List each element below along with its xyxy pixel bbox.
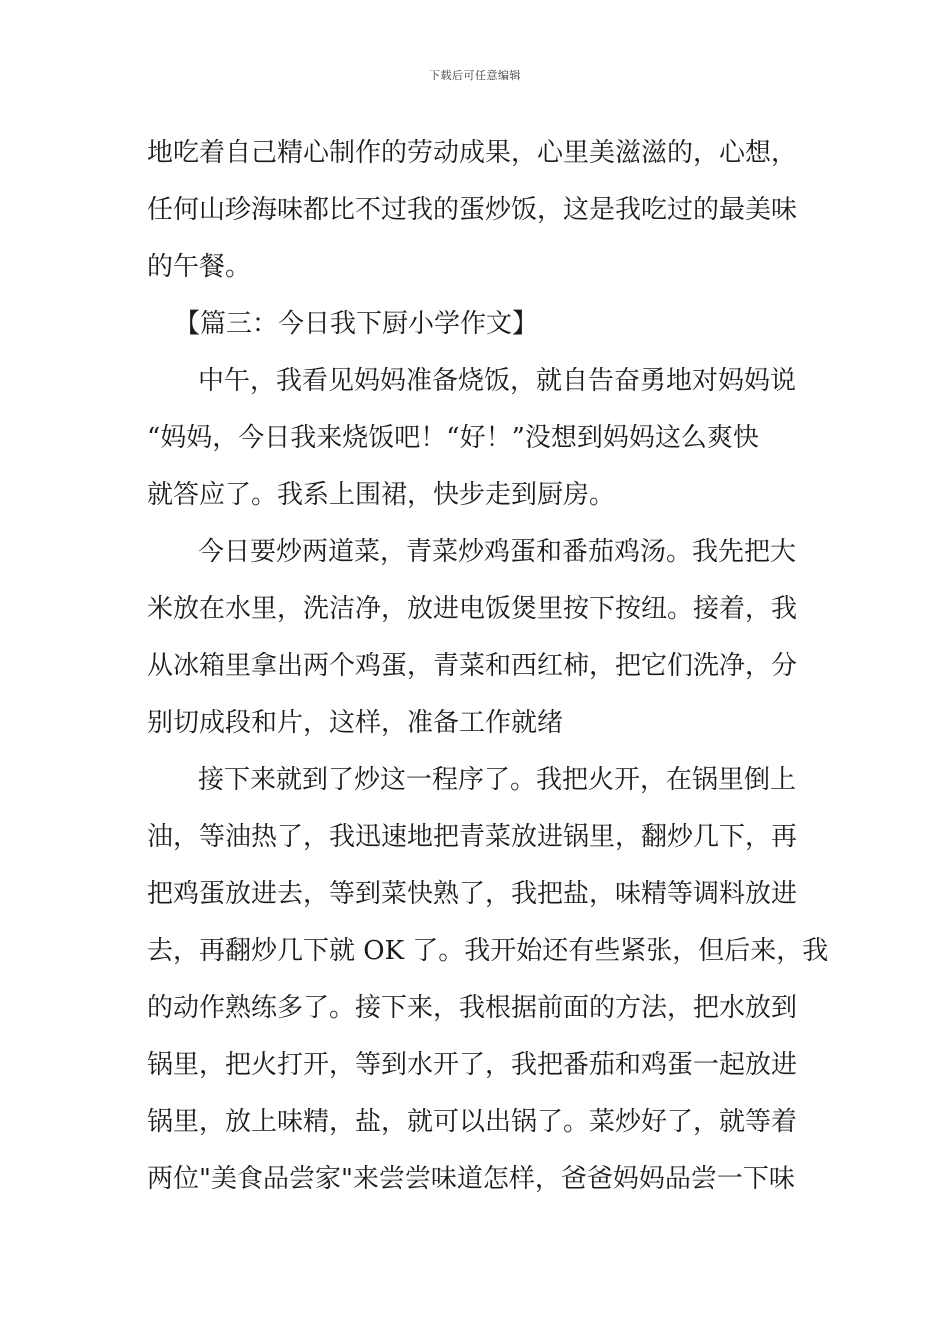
text-line: 从冰箱里拿出两个鸡蛋，青菜和西红柿，把它们洗净，分 bbox=[147, 651, 798, 681]
text-line: 任何山珍海味都比不过我的蛋炒饭，这是我吃过的最美味 bbox=[147, 195, 798, 225]
text-line: 去，再翻炒几下就 OK 了。我开始还有些紧张，但后来，我 bbox=[147, 936, 829, 966]
text-line: 米放在水里，洗洁净，放进电饭煲里按下按纽。接着，我 bbox=[147, 594, 798, 624]
text-line: 接下来就到了炒这一程序了。我把火开，在锅里倒上 bbox=[198, 765, 797, 795]
text-line: 油，等油热了，我迅速地把青菜放进锅里，翻炒几下，再 bbox=[147, 822, 798, 852]
section-heading: 【篇三：今日我下厨小学作文】 bbox=[174, 309, 539, 339]
page-header: 下载后可任意编辑 bbox=[429, 69, 521, 82]
text-line: 锅里，放上味精，盐，就可以出锅了。菜炒好了，就等着 bbox=[147, 1107, 798, 1137]
text-line: 地吃着自己精心制作的劳动成果，心里美滋滋的，心想， bbox=[147, 138, 798, 168]
text-line: 别切成段和片，这样，准备工作就绪 bbox=[147, 708, 564, 738]
text-line: “妈妈，今日我来烧饭吧！“好！”没想到妈妈这么爽快 bbox=[147, 423, 759, 453]
text-line: 锅里，把火打开，等到水开了，我把番茄和鸡蛋一起放进 bbox=[147, 1050, 798, 1080]
text-line: 把鸡蛋放进去，等到菜快熟了，我把盐，味精等调料放进 bbox=[147, 879, 798, 909]
text-line: 今日要炒两道菜，青菜炒鸡蛋和番茄鸡汤。我先把大 bbox=[198, 537, 797, 567]
text-line: 就答应了。我系上围裙，快步走到厨房。 bbox=[147, 480, 616, 510]
text-line: 的午餐。 bbox=[147, 252, 252, 282]
text-line: 的动作熟练多了。接下来，我根据前面的方法，把水放到 bbox=[147, 993, 798, 1023]
text-line: 两位"美食品尝家"来尝尝味道怎样，爸爸妈妈品尝一下味 bbox=[147, 1164, 795, 1194]
text-line: 中午，我看见妈妈准备烧饭，就自告奋勇地对妈妈说 bbox=[198, 366, 797, 396]
